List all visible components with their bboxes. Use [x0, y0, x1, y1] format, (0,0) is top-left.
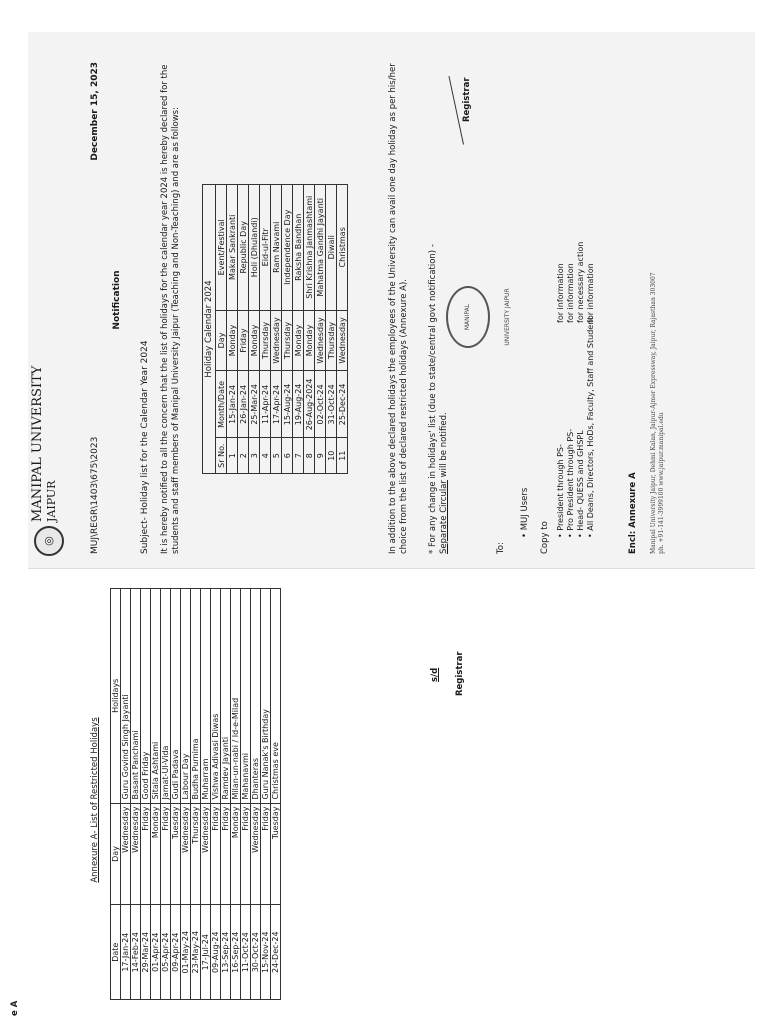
restricted-holiday-row — [171, 589, 181, 1000]
copy-purpose-item: for information — [566, 263, 575, 323]
restricted-holiday-cell: 24-Dec-24 — [271, 905, 281, 1000]
holiday-calendar-caption: Holiday Calendar 2024 — [202, 184, 215, 474]
holiday-row — [293, 185, 304, 474]
restricted-holiday-row — [201, 589, 211, 1000]
restricted-holiday-cell: Guru Govind Singh Jayanti — [121, 589, 131, 804]
notification-title: Notification — [112, 270, 122, 330]
notification-content — [28, 32, 755, 568]
holiday-row — [249, 185, 260, 474]
to-recipient-text: MUJ Users — [520, 487, 530, 531]
restricted-holiday-cell: Monday — [151, 803, 161, 905]
copy-purpose-list — [556, 242, 596, 323]
holiday-cell: Monday — [227, 310, 238, 371]
restricted-holiday-cell: Wednesday — [121, 803, 131, 905]
additional-holiday-paragraph: In addition to the above declared holidays the employees of the University can avail one day holiday as per his/her choice from the list of declared restricted holidays (Annexure A). — [388, 63, 409, 554]
restricted-holiday-cell: Budha Purnima — [191, 589, 201, 804]
holiday-header-cell: Sr No. — [216, 438, 227, 474]
copy-list-item: • President through PS- — [556, 444, 565, 538]
restricted-holiday-row — [231, 589, 241, 1000]
restricted-holiday-row — [261, 589, 271, 1000]
holiday-cell: Diwali — [326, 185, 337, 311]
restricted-holidays-table — [110, 588, 281, 1000]
holiday-cell: 1 — [227, 438, 238, 474]
restricted-holiday-cell: Monday — [231, 803, 241, 905]
restricted-holiday-cell: Friday — [221, 803, 231, 905]
holiday-cell: Monday — [249, 310, 260, 371]
holiday-row — [315, 185, 326, 474]
notification-page — [28, 32, 755, 569]
university-city: JAIPUR — [45, 480, 58, 522]
holiday-cell: 15-Jan-24 — [227, 371, 238, 438]
separate-circular-link: Separate Circular — [439, 480, 449, 554]
holiday-cell: Christmas — [337, 185, 348, 311]
restricted-holiday-cell: 09-Aug-24 — [211, 905, 221, 1000]
restricted-holiday-row — [181, 589, 191, 1000]
holiday-cell: 5 — [271, 438, 282, 474]
holiday-cell: Monday — [304, 310, 315, 371]
holiday-cell: Thursday — [260, 310, 271, 371]
signatory-title: Registrar — [462, 77, 472, 122]
holiday-row — [238, 185, 249, 474]
holiday-cell: 25-Mar-24 — [249, 371, 260, 438]
holiday-cell: 6 — [282, 438, 293, 474]
restricted-holiday-cell: Basant Panchami — [131, 589, 141, 804]
holiday-cell: Ram Navami — [271, 185, 282, 311]
holiday-cell: 3 — [249, 438, 260, 474]
restricted-holiday-header-cell: Day — [111, 803, 121, 905]
restricted-holiday-cell: Friday — [241, 803, 251, 905]
restricted-holiday-cell: Gudi Padava — [171, 589, 181, 804]
university-name: MANIPAL UNIVERSITY — [30, 365, 45, 522]
subject-line: Subject- Holiday list for the Calendar Year 2024 — [140, 340, 150, 554]
restricted-holiday-cell: Friday — [141, 803, 151, 905]
annexure-page — [0, 540, 720, 1016]
restricted-holiday-cell: 05-Apr-24 — [161, 905, 171, 1000]
to-label: To: — [496, 542, 506, 554]
restricted-holiday-row — [191, 589, 201, 1000]
restricted-holiday-header-cell: Date — [111, 905, 121, 1000]
holiday-cell: Holi (Dhulandi) — [249, 185, 260, 311]
copy-purpose-item: for necessary action — [576, 241, 585, 323]
restricted-holiday-cell: 01-May-24 — [181, 905, 191, 1000]
restricted-holiday-cell: Jamat-Ul-Vida — [161, 589, 171, 804]
holiday-cell: Raksha Bandhan — [293, 185, 304, 311]
restricted-holiday-cell: Tuesday — [171, 803, 181, 905]
restricted-holiday-cell: 11-Oct-24 — [241, 905, 251, 1000]
holiday-cell: 7 — [293, 438, 304, 474]
restricted-holiday-cell: 14-Feb-24 — [131, 905, 141, 1000]
restricted-holiday-row — [211, 589, 221, 1000]
restricted-holiday-cell: Guru Nanak's Birthday — [261, 589, 271, 804]
restricted-holiday-row — [151, 589, 161, 1000]
holiday-row — [227, 185, 238, 474]
holiday-cell: Eid-ul-Fitr — [260, 185, 271, 311]
restricted-holiday-cell: Tuesday — [271, 803, 281, 905]
restricted-holiday-cell: Christmas eve — [271, 589, 281, 804]
to-recipient: • MUJ Users — [520, 487, 530, 538]
restricted-holiday-row — [141, 589, 151, 1000]
holiday-cell: 11 — [337, 438, 348, 474]
holiday-cell: 26-Jan-24 — [238, 371, 249, 438]
restricted-holiday-row — [271, 589, 281, 1000]
restricted-holiday-cell: 16-Sep-24 — [231, 905, 241, 1000]
holiday-header-cell: Day — [216, 310, 227, 371]
restricted-holiday-cell: 23-May-24 — [191, 905, 201, 1000]
holiday-cell: Wednesday — [337, 310, 348, 371]
holiday-cell: 2 — [238, 438, 249, 474]
holiday-cell: Wednesday — [315, 310, 326, 371]
copy-list-item: • Pro President through PS- — [566, 428, 575, 538]
restricted-holiday-cell: 15-Nov-24 — [261, 905, 271, 1000]
annexure-signatory: Registrar — [455, 651, 465, 696]
restricted-holiday-cell: 17-Jan-24 — [121, 905, 131, 1000]
holiday-cell: 25-Dec-24 — [337, 371, 348, 438]
copy-list-item: • All Deans, Directors, HoDs, Faculty, Staff and Student — [586, 316, 595, 538]
restricted-holiday-cell: Muharram — [201, 589, 211, 804]
holiday-cell: Independence Day — [282, 185, 293, 311]
enclosure: Encl: Annexure A — [628, 472, 638, 554]
restricted-holiday-cell: Wednesday — [131, 803, 141, 905]
holiday-cell: Friday — [238, 310, 249, 371]
holiday-row — [271, 185, 282, 474]
university-logo-icon: ◎ — [34, 526, 64, 556]
restricted-holiday-cell: Thursday — [191, 803, 201, 905]
annexure-heading: e A — [10, 1000, 20, 1016]
restricted-holiday-cell: Wednesday — [181, 803, 191, 905]
holiday-cell: 10 — [326, 438, 337, 474]
change-note-prefix: * For any change in holidays' list (due to state/central govt notification) - — [428, 244, 438, 554]
holiday-cell: Wednesday — [271, 310, 282, 371]
restricted-holiday-cell: Dhanteras — [251, 589, 261, 804]
holiday-cell: 15-Aug-24 — [282, 371, 293, 438]
holiday-header-cell: Event/Festival — [216, 185, 227, 311]
restricted-holiday-cell: 09-Apr-24 — [171, 905, 181, 1000]
holiday-cell: 31-Oct-24 — [326, 371, 337, 438]
restricted-holiday-header-cell: Holidays — [111, 589, 121, 804]
restricted-holiday-cell: Milan-un-nabi / Id-e-Milad — [231, 589, 241, 804]
university-seal: MANIPAL UNIVERSITY JAIPUR — [446, 286, 490, 348]
footer-address: Manipal University Jaipur, Dehmi Kalan, Jaipur-Ajmer Expressway, Jaipur, Rajasthan 303007 — [650, 272, 657, 554]
restricted-holiday-cell: 13-Sep-24 — [221, 905, 231, 1000]
copy-purpose-item: for information — [556, 263, 565, 323]
copy-to-label: Copy to — [540, 521, 550, 554]
holiday-cell: Thursday — [282, 310, 293, 371]
holiday-cell: 9 — [315, 438, 326, 474]
holiday-cell: Thursday — [326, 310, 337, 371]
restricted-holiday-cell: Wednesday — [201, 803, 211, 905]
holiday-header-cell: Month/Date — [216, 371, 227, 438]
holiday-cell: 11-Apr-24 — [260, 371, 271, 438]
holiday-cell: Mahatma Gandhi Jayanti — [315, 185, 326, 311]
holiday-cell: Republic Day — [238, 185, 249, 311]
holiday-row — [260, 185, 271, 474]
restricted-holiday-cell: 17-Jul-24 — [201, 905, 211, 1000]
restricted-holiday-cell: Friday — [211, 803, 221, 905]
restricted-holiday-cell: 30-Oct-24 — [251, 905, 261, 1000]
restricted-holiday-cell: Labour Day — [181, 589, 191, 804]
holiday-cell: 19-Aug-24 — [293, 371, 304, 438]
restricted-holiday-row — [121, 589, 131, 1000]
restricted-holiday-row — [131, 589, 141, 1000]
copy-purpose-item: for information — [586, 263, 595, 323]
holiday-cell: 26-Aug-2024 — [304, 371, 315, 438]
restricted-holiday-row — [251, 589, 261, 1000]
holiday-row — [282, 185, 293, 474]
restricted-holiday-cell: Good Friday — [141, 589, 151, 804]
holiday-cell: Monday — [293, 310, 304, 371]
holiday-cell: 8 — [304, 438, 315, 474]
holiday-row — [304, 185, 315, 474]
copy-list-item: • Head- QUESS and GHSPL — [576, 430, 585, 538]
intro-paragraph: It is hereby notified to all the concern that the list of holidays for the calendar year 2024 is hereby declared for the students and staff members of Manipal University Jaipur (Teaching and Non-Teaching) and are as follows: — [160, 64, 181, 554]
holiday-cell: 4 — [260, 438, 271, 474]
restricted-holiday-cell: Vishwa Adivasi Diwas — [211, 589, 221, 804]
copy-list — [556, 317, 596, 538]
restricted-holiday-cell: Friday — [161, 803, 171, 905]
restricted-holiday-cell: Sitala Ashtami — [151, 589, 161, 804]
holiday-row — [337, 185, 348, 474]
restricted-holiday-row — [161, 589, 171, 1000]
restricted-holiday-row — [221, 589, 231, 1000]
restricted-holiday-cell: 01-Apr-24 — [151, 905, 161, 1000]
holiday-table — [215, 184, 348, 474]
holiday-cell: Shri Krishna Janmashtami — [304, 185, 315, 311]
change-note-suffix: will be notified. — [439, 412, 449, 481]
restricted-holiday-cell: Wednesday — [251, 803, 261, 905]
restricted-holiday-cell: Friday — [261, 803, 271, 905]
reference-number: MUJ\REGR\1403\675\2023 — [90, 436, 100, 554]
holiday-cell: Makar Sankranti — [227, 185, 238, 311]
holiday-row — [326, 185, 337, 474]
restricted-holiday-row — [241, 589, 251, 1000]
signed-mark: s/d — [430, 667, 440, 682]
holiday-calendar — [202, 184, 348, 474]
holiday-cell: 02-Oct-24 — [315, 371, 326, 438]
footer-contact: ph. +91-141-3999100 www.jaipur.manipal.edu — [658, 412, 665, 554]
restricted-holiday-cell: 29-Mar-24 — [141, 905, 151, 1000]
restricted-holiday-cell: Mahanavmi — [241, 589, 251, 804]
annexure-title: Annexure A- List of Restricted Holidays — [90, 717, 100, 883]
notification-date: December 15, 2023 — [90, 62, 100, 161]
holiday-cell: 17-Apr-24 — [271, 371, 282, 438]
restricted-holiday-cell: Ramdev Jayanti — [221, 589, 231, 804]
